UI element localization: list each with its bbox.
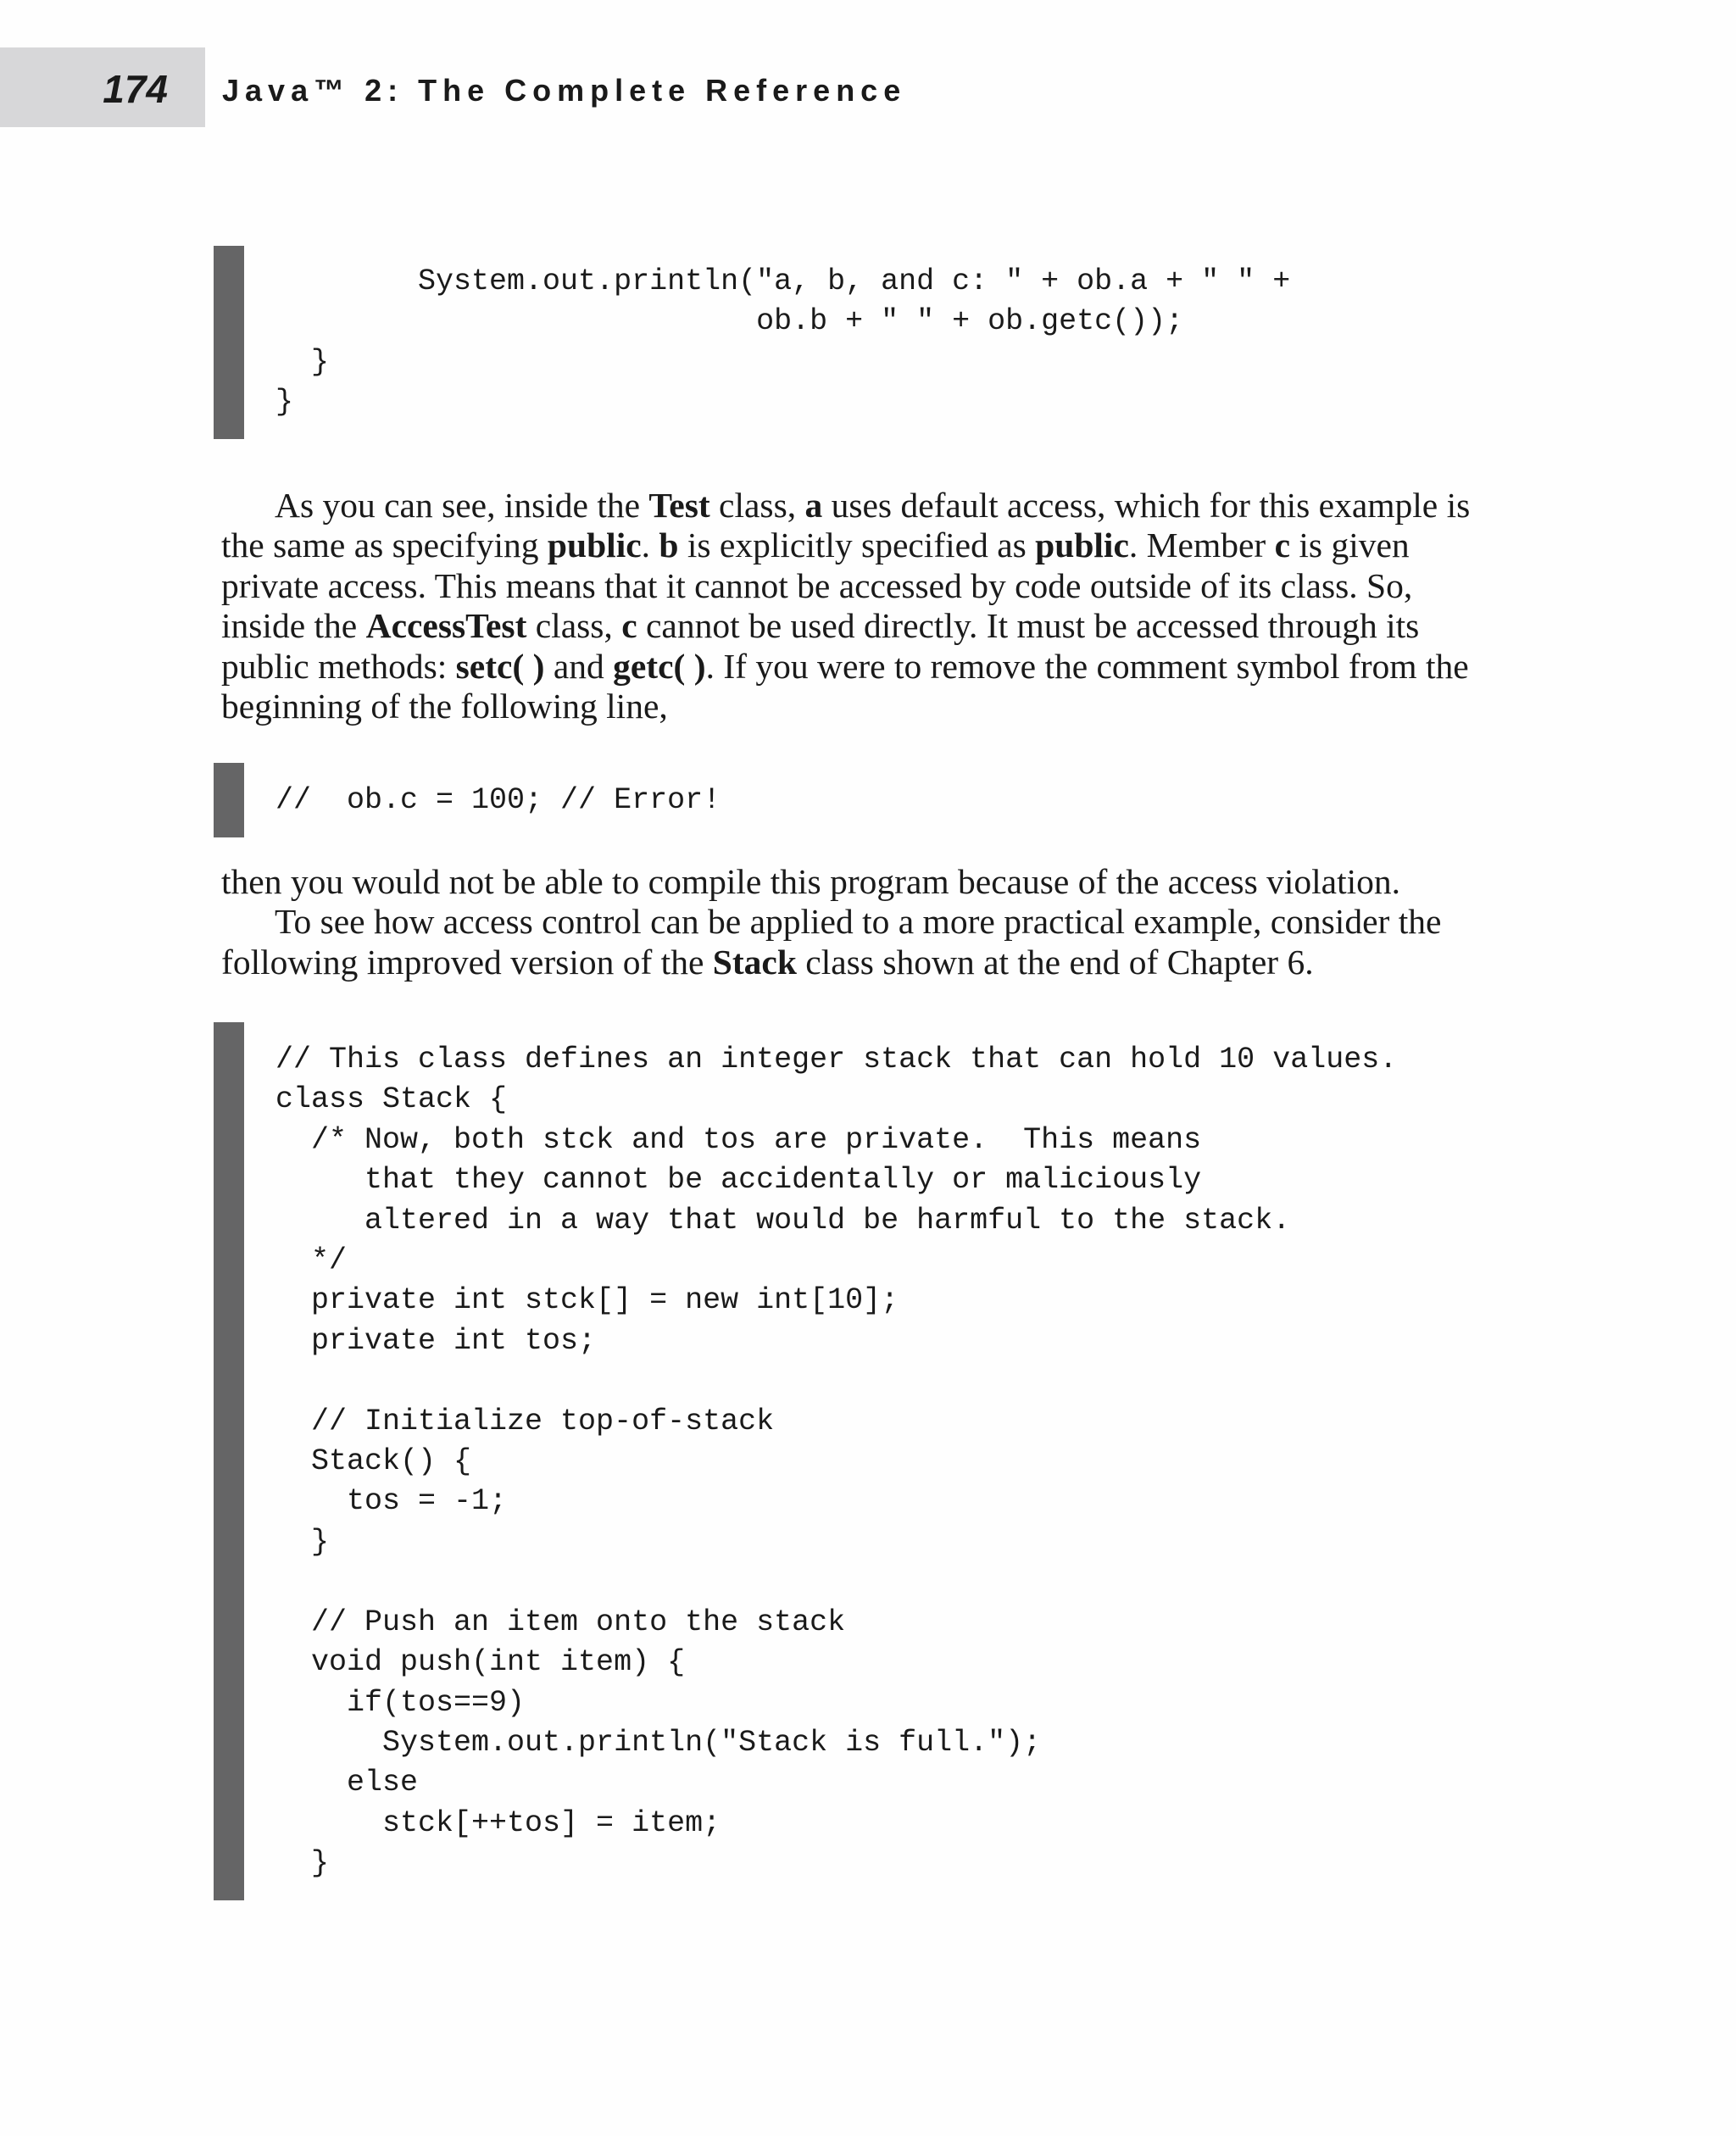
code-line: private int stck[] = new int[10];	[275, 1283, 899, 1318]
code-line: else	[275, 1766, 419, 1800]
code-bar	[214, 763, 244, 837]
code-line: that they cannot be accidentally or maliciously	[275, 1163, 1202, 1198]
running-title: Java™ 2: The Complete Reference	[222, 73, 907, 108]
bold-term: getc( )	[613, 646, 706, 686]
paragraph-1	[221, 486, 1493, 726]
code-line: System.out.println("a, b, and c: " + ob.a + " " +	[275, 264, 1291, 298]
text-run: class,	[709, 486, 805, 525]
paragraph-text	[221, 902, 1493, 982]
code-line: void push(int item) {	[275, 1645, 686, 1680]
text-run: is explicitly specified as	[678, 526, 1036, 565]
text-run: class,	[526, 606, 622, 646]
bold-term: c	[1274, 526, 1291, 565]
code-line: // ob.c = 100; // Error!	[275, 783, 721, 817]
text-run: uses default access, which for this example is the same as specifying	[221, 486, 1471, 565]
bold-term: public	[1035, 526, 1129, 565]
bold-term: Stack	[712, 942, 797, 982]
code-line: }	[275, 1524, 330, 1559]
text-run: To see how access control can be applied to a more practical example, consider the following improved version of the	[221, 902, 1442, 982]
bold-term: b	[659, 526, 679, 565]
code-line: }	[275, 385, 294, 420]
bold-term: a	[804, 486, 823, 525]
code-line: stck[++tos] = item;	[275, 1805, 721, 1840]
bold-term: c	[621, 606, 637, 646]
code-line: ob.b + " " + ob.getc());	[275, 304, 1184, 339]
code-line: System.out.println("Stack is full.");	[275, 1725, 1042, 1760]
text-run: cannot be used directly. It must be accessed through its public methods:	[221, 606, 1420, 686]
code-line: if(tos==9)	[275, 1685, 526, 1720]
code-line: }	[275, 1846, 330, 1881]
text-run: As you can see, inside the	[275, 486, 649, 525]
bold-term: AccessTest	[365, 606, 527, 646]
code-bar	[214, 1022, 244, 1900]
text-run: .	[641, 526, 659, 565]
text-run: . If you were to remove the comment symbol from the beginning of the following line,	[221, 646, 1469, 726]
paragraph-text	[221, 486, 1493, 726]
text-run: and	[544, 646, 614, 686]
code-line: // Push an item onto the stack	[275, 1605, 846, 1639]
code-bar	[214, 246, 244, 439]
code-line: altered in a way that would be harmful to the stack.	[275, 1203, 1291, 1238]
code-line: Stack() {	[275, 1444, 472, 1479]
bold-term: public	[547, 526, 642, 565]
code-line: }	[275, 344, 330, 379]
text-run: is given private access. This means that it cannot be accessed by code outside of its class. So, inside the	[221, 526, 1413, 646]
bold-term: setc( )	[455, 646, 545, 686]
bold-term: Test	[648, 486, 710, 525]
code-line: class Stack {	[275, 1082, 508, 1117]
code-listing	[275, 262, 1290, 423]
code-line: // Initialize top-of-stack	[275, 1404, 775, 1438]
code-line: */	[275, 1243, 348, 1278]
code-line: private int tos;	[275, 1323, 597, 1358]
code-line: /* Now, both stck and tos are private. This means	[275, 1122, 1202, 1157]
code-listing	[275, 781, 721, 820]
code-line: // This class defines an integer stack that can hold 10 values.	[275, 1043, 1398, 1076]
page-number-box	[0, 47, 205, 127]
page-number: 174	[103, 67, 168, 111]
code-line: tos = -1;	[275, 1484, 508, 1519]
text-run: . Member	[1128, 526, 1275, 565]
paragraph-2	[221, 862, 1493, 982]
code-listing	[275, 1040, 1397, 1884]
text-run: class shown at the end of Chapter 6.	[796, 942, 1314, 982]
paragraph-text: then you would not be able to compile this program because of the access violation.	[221, 862, 1401, 901]
